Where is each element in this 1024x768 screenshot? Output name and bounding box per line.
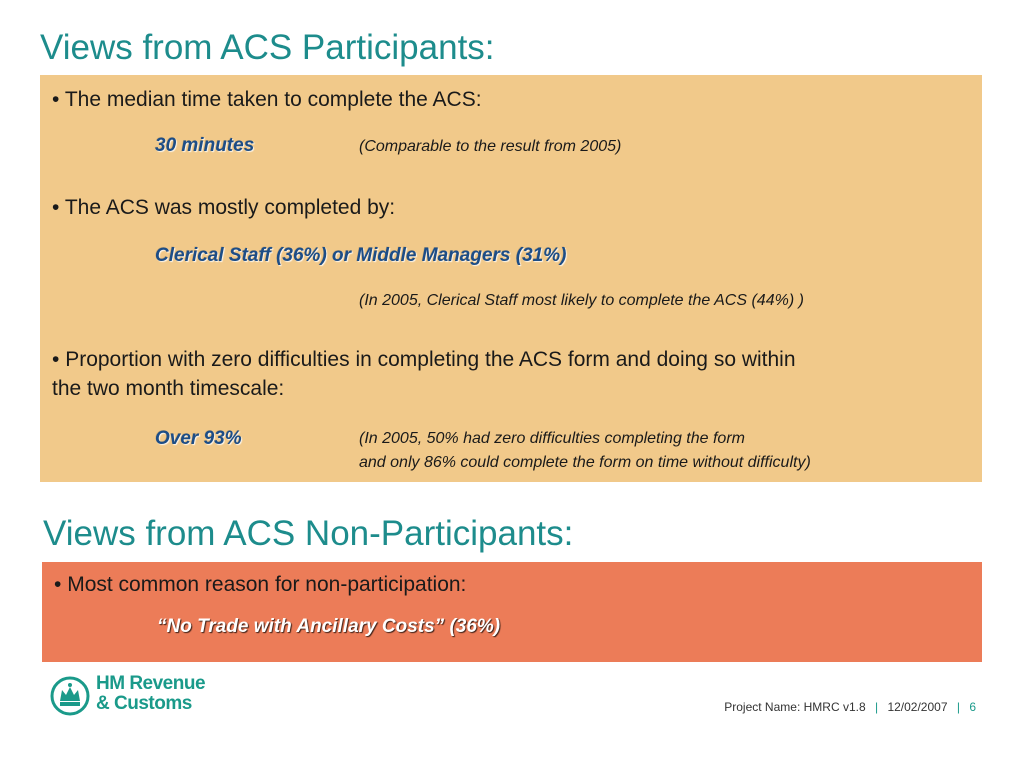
median-time-text: The median time taken to complete the ACS: xyxy=(64,88,482,111)
non-participants-panel xyxy=(42,562,982,662)
footer-separator: | xyxy=(956,700,960,714)
page-number: 6 xyxy=(969,700,976,714)
crown-icon xyxy=(50,674,90,718)
footer xyxy=(724,700,976,714)
logo-line1: HM Revenue xyxy=(96,673,206,694)
completed-by-bullet: • The ACS was mostly completed by: xyxy=(52,196,396,219)
median-time-bullet: • The median time taken to complete the ACS: xyxy=(52,88,482,111)
hmrc-logo xyxy=(50,672,220,720)
completed-by-text: The ACS was mostly completed by: xyxy=(64,196,396,219)
zero-difficulties-note-line2: and only 86% could complete the form on time without difficulty) xyxy=(359,454,811,471)
zero-difficulties-note xyxy=(359,427,811,475)
non-participants-title: Views from ACS Non-Participants: xyxy=(43,514,574,553)
completed-by-value: Clerical Staff (36%) or Middle Managers (31%) xyxy=(155,245,567,266)
median-time-value: 30 minutes xyxy=(155,135,255,156)
participants-title: Views from ACS Participants: xyxy=(40,28,495,67)
zero-difficulties-text-line1: Proportion with zero difficulties in completing the ACS form and doing so within xyxy=(65,348,796,371)
participants-panel xyxy=(40,75,982,482)
zero-difficulties-text-line2: the two month timescale: xyxy=(52,377,285,400)
zero-difficulties-bullet: • Proportion with zero difficulties in completing the ACS form and doing so within the two month timescale: xyxy=(52,348,796,400)
non-participation-bullet: • Most common reason for non-participation: xyxy=(54,573,467,596)
zero-difficulties-note-line1: (In 2005, 50% had zero difficulties completing the form xyxy=(359,430,745,447)
median-time-note: (Comparable to the result from 2005) xyxy=(359,138,622,155)
non-participation-text: Most common reason for non-participation: xyxy=(67,573,467,596)
logo-text xyxy=(96,674,205,714)
zero-difficulties-value: Over 93% xyxy=(155,428,242,449)
footer-date: 12/02/2007 xyxy=(887,700,948,714)
logo-line2: & Customs xyxy=(96,693,192,714)
footer-project: Project Name: HMRC v1.8 xyxy=(724,700,866,714)
non-participation-reason: “No Trade with Ancillary Costs” (36%) xyxy=(157,616,501,637)
footer-separator: | xyxy=(874,700,879,714)
completed-by-note: (In 2005, Clerical Staff most likely to complete the ACS (44%) ) xyxy=(359,292,804,309)
